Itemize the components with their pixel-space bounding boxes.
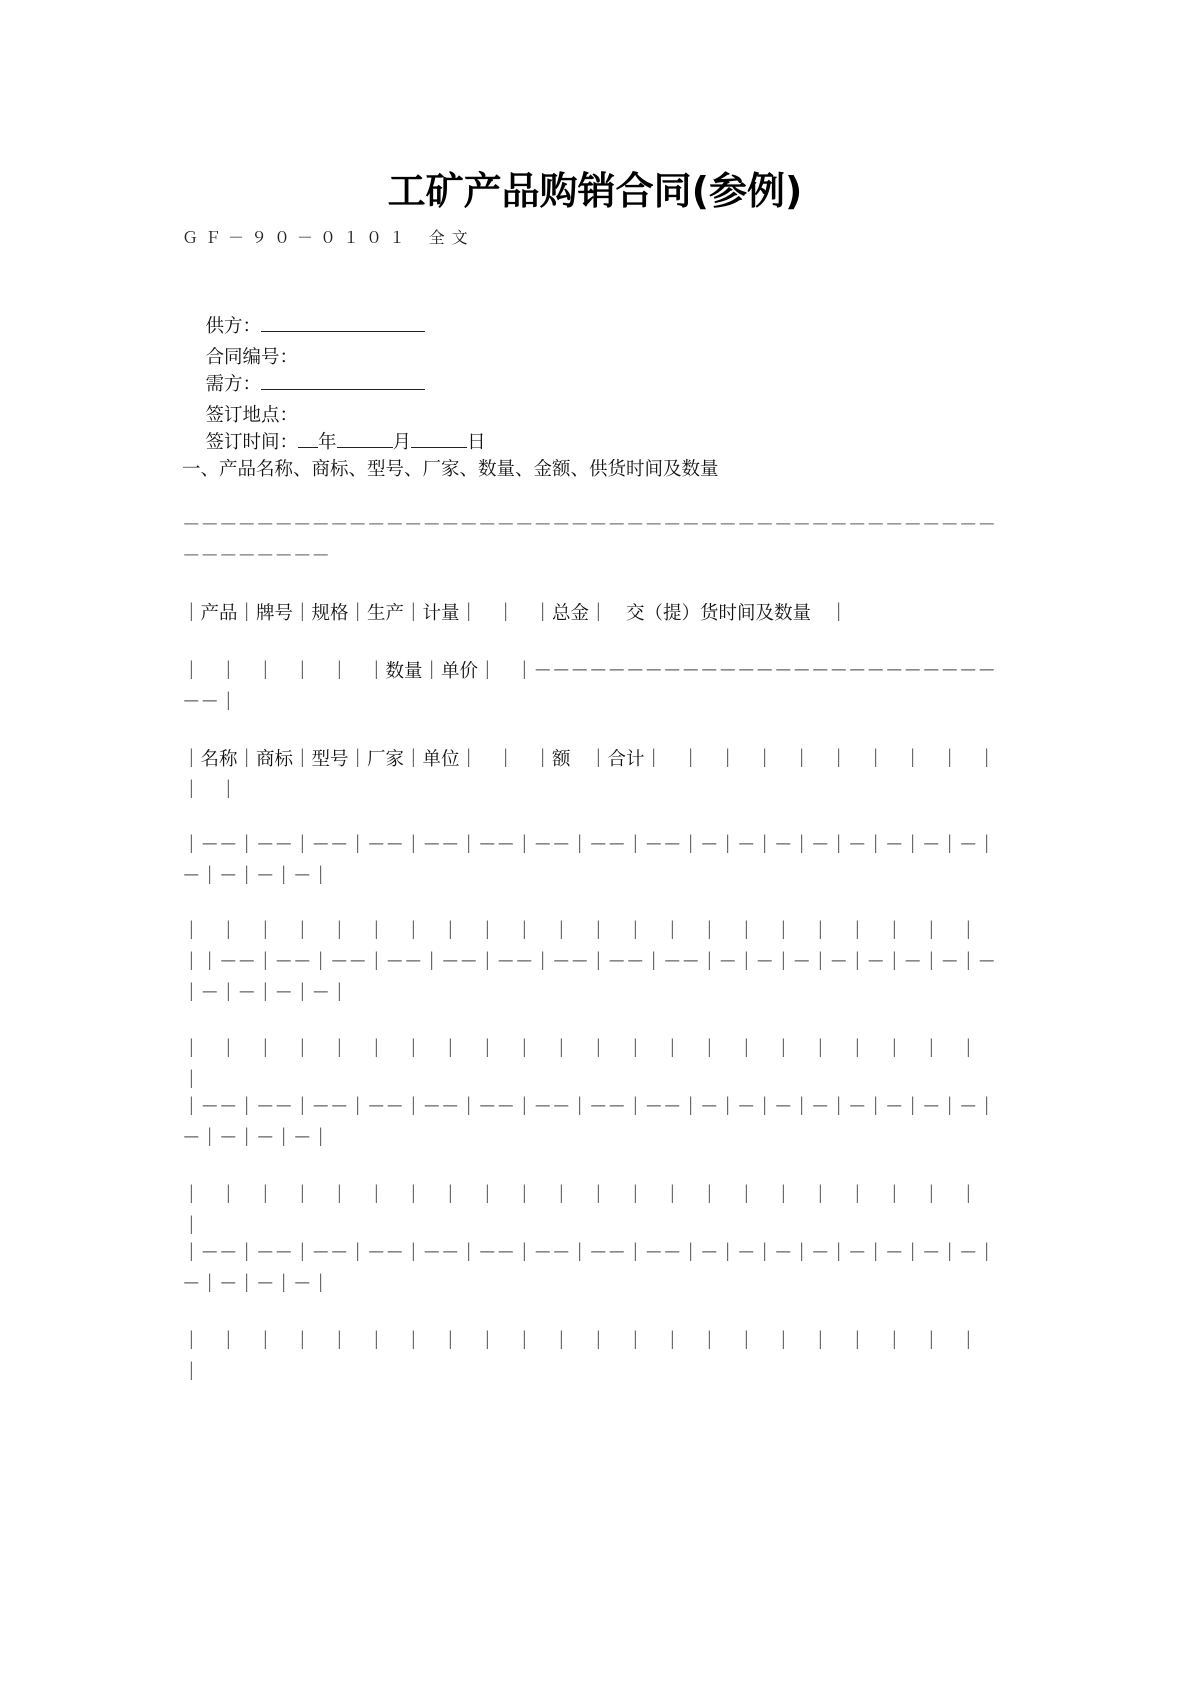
table-row: ｜ ｜ ｜ ｜ ｜ ｜ ｜ ｜ ｜ ｜ ｜ ｜ ｜ ｜ ｜ ｜ ｜ ｜ ｜ ｜ ｜ ｜ ｜｜－－｜－－｜－－｜－－｜－－｜－－｜－－｜－－｜－－｜－｜－｜－｜－｜－｜－｜－｜－｜－｜－｜－｜－｜ — [182, 921, 997, 1004]
day-label: 日 — [467, 432, 486, 453]
year-blank[interactable] — [298, 429, 318, 448]
buyer-blank[interactable] — [261, 371, 425, 390]
day-blank[interactable] — [411, 429, 467, 448]
contract-code: ＧＦ－９０－０１０１ 全文 — [182, 228, 475, 247]
table-rule-top: －－－－－－－－－－－－－－－－－－－－－－－－－－－－－－－－－－－－－－－－－－－－－－－－－－－－ — [182, 515, 997, 567]
month-blank[interactable] — [337, 429, 393, 448]
supplier-blank[interactable] — [261, 313, 425, 332]
sign-time-label: 签订时间： — [205, 432, 299, 453]
table-header-row-2: ｜ ｜ ｜ ｜ ｜ ｜数量｜单价｜ ｜－－－－－－－－－－－－－－－－－－－－－－－－－－－｜ — [182, 661, 997, 713]
table-row: ｜ ｜ ｜ ｜ ｜ ｜ ｜ ｜ ｜ ｜ ｜ ｜ ｜ ｜ ｜ ｜ ｜ ｜ ｜ ｜ ｜ ｜ ｜ — [182, 1185, 997, 1237]
table-row: ｜ ｜ ｜ ｜ ｜ ｜ ｜ ｜ ｜ ｜ ｜ ｜ ｜ ｜ ｜ ｜ ｜ ｜ ｜ ｜ ｜ ｜ ｜ — [182, 1039, 997, 1091]
table-separator-row: ｜－－｜－－｜－－｜－－｜－－｜－－｜－－｜－－｜－－｜－｜－｜－｜－｜－｜－｜－｜－｜－｜－｜－｜－｜ — [182, 1243, 997, 1295]
sign-place-label: 签订地点： — [205, 405, 299, 426]
document-title: 工矿产品购销合同(参例) — [387, 169, 803, 213]
buyer-label: 需方： — [205, 374, 262, 395]
contract-no-label: 合同编号： — [205, 347, 299, 368]
section-1-heading: 一、产品名称、商标、型号、厂家、数量、金额、供货时间及数量 — [182, 459, 719, 480]
supplier-label: 供方： — [205, 316, 262, 337]
table-header-row-3: ｜名称｜商标｜型号｜厂家｜单位｜ ｜ ｜额 ｜合计｜ ｜ ｜ ｜ ｜ ｜ ｜ ｜ ｜ ｜ ｜ ｜ — [182, 749, 1015, 801]
table-separator-row: ｜－－｜－－｜－－｜－－｜－－｜－－｜－－｜－－｜－－｜－｜－｜－｜－｜－｜－｜－｜－｜－｜－｜－｜－｜ — [182, 835, 997, 887]
table-row: ｜ ｜ ｜ ｜ ｜ ｜ ｜ ｜ ｜ ｜ ｜ ｜ ｜ ｜ ｜ ｜ ｜ ｜ ｜ ｜ ｜ ｜ ｜ — [182, 1331, 997, 1383]
table-separator-row: ｜－－｜－－｜－－｜－－｜－－｜－－｜－－｜－－｜－－｜－｜－｜－｜－｜－｜－｜－｜－｜－｜－｜－｜－｜ — [182, 1097, 997, 1149]
year-label: 年 — [318, 432, 337, 453]
table-header-row-1: ｜产品｜牌号｜规格｜生产｜计量｜ ｜ ｜总金｜ 交（提）货时间及数量 ｜ — [182, 603, 849, 624]
month-label: 月 — [392, 432, 412, 453]
